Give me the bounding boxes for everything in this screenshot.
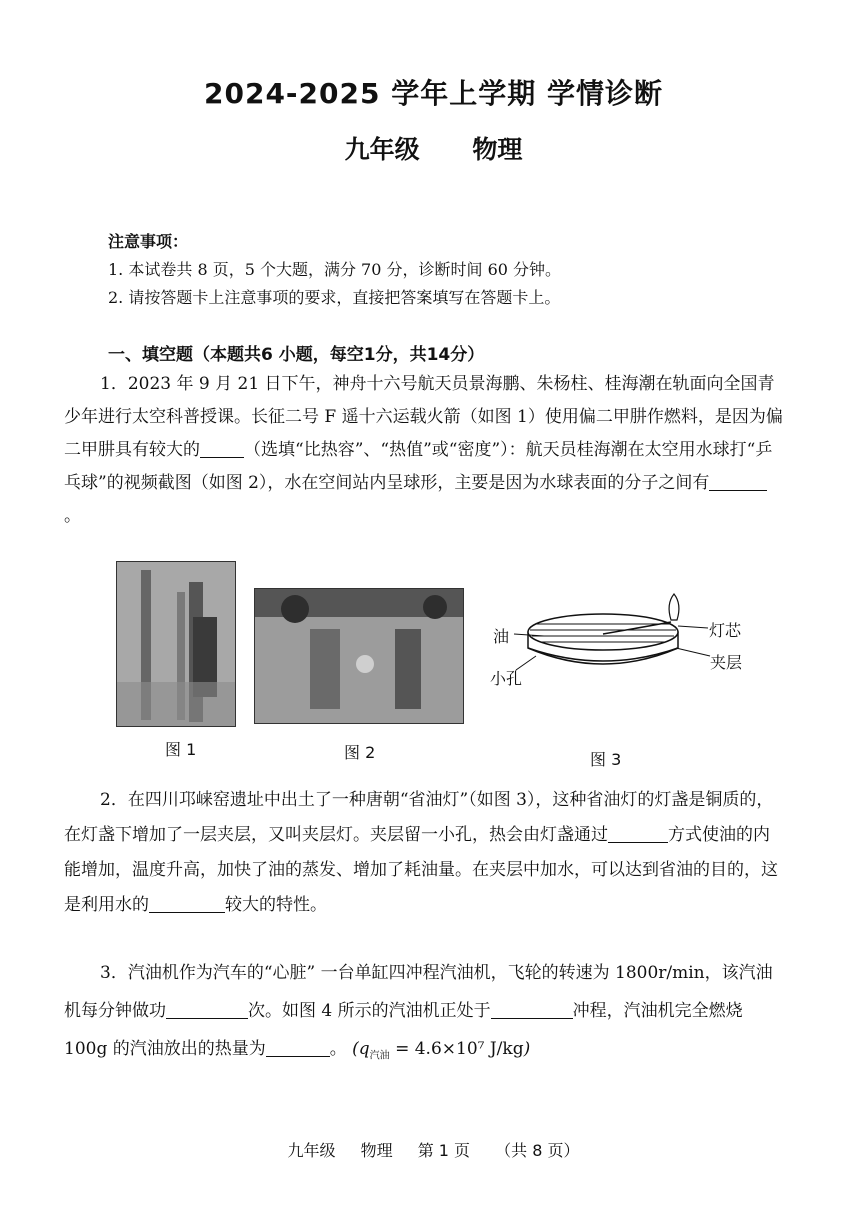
figure-2-caption: 图 2	[344, 743, 376, 762]
fuel-heat-value-formula: ($q_{汽油} = 4.6\times 10^7$ J/kg)	[352, 1039, 531, 1062]
exam-subtitle	[0, 130, 867, 166]
figure-3-caption: 图 3	[590, 750, 622, 769]
q3-text-1: 3．汽油机作为汽车的“心脏” 一台单缸四冲程汽油机，飞轮的转速为 1800r/min，该汽油机每分钟做功	[64, 963, 773, 1021]
notes-item-2: 2. 请按答题卡上注意事项的要求，直接把答案填写在答题卡上。	[108, 288, 561, 307]
footer-page-number: 第 1 页	[417, 1141, 471, 1160]
q3-blank-3[interactable]	[266, 1038, 330, 1057]
q3-text-4: 。	[329, 1039, 347, 1059]
footer-total-pages: （共 8 页）	[495, 1141, 580, 1160]
subject-label: 物理	[472, 135, 523, 164]
footer-subject: 物理	[360, 1141, 393, 1160]
q1-text-3: 。	[64, 506, 81, 526]
footer-grade: 九年级	[287, 1141, 336, 1160]
figure-2-space-station-photo	[254, 588, 464, 724]
q2-blank-1[interactable]	[608, 824, 668, 843]
label-hole: 小孔	[490, 669, 523, 688]
page-footer	[0, 1138, 867, 1161]
q3-text-3: 冲程，汽油机完全燃烧 100g 的汽油放出的热量为	[64, 1001, 743, 1059]
exam-title: 2024-2025 学年上学期 学情诊断	[204, 77, 663, 110]
q1-blank-1[interactable]	[200, 439, 244, 458]
figure-1-caption: 图 1	[165, 740, 197, 759]
label-wick: 灯芯	[709, 621, 742, 640]
label-layer: 夹层	[710, 653, 743, 672]
notes-heading: 注意事项：	[108, 232, 189, 251]
q3-blank-1[interactable]	[166, 1000, 248, 1019]
q3-text-2: 次。如图 4 所示的汽油机正处于	[248, 1001, 491, 1021]
q3-blank-2[interactable]	[491, 1000, 573, 1019]
q2-blank-2[interactable]	[149, 894, 225, 913]
label-oil: 油	[493, 627, 510, 646]
q2-text-1: 2．在四川邛崃窑遗址中出土了一种唐朝“省油灯”（如图 3），这种省油灯的灯盏是铜质的，在灯盏下增加了一层夹层，又叫夹层灯。夹层留一小孔，热会由灯盏通过	[64, 790, 774, 845]
q1-blank-2[interactable]	[709, 472, 767, 491]
q2-text-2: 方式使油的内能增加，温度升高，加快了油的蒸发、增加了耗油量。在夹层中加水，可以达到省油的目的，这是利用水的	[64, 825, 778, 915]
section-heading: 一、填空题（本题共6 小题，每空1分，共14分）	[108, 345, 485, 365]
q1-text-2: （选填“比热容”、“热值”或“密度”）：航天员桂海潮在太空用水球打“乒乓球”的视频截图（如图 2），水在空间站内呈球形，主要是因为水球表面的分子之间有	[64, 440, 773, 493]
question-1	[64, 368, 784, 533]
question-3	[64, 954, 784, 1075]
q2-text-3: 较大的特性。	[225, 895, 327, 915]
question-2	[64, 783, 784, 923]
q1-text-1: 1．2023 年 9 月 21 日下午，神舟十六号航天员景海鹏、朱杨柱、桂海潮在轨面向全国青少年进行太空科普授课。长征二号 F 遥十六运载火箭（如图 1）使用偏二甲肼作燃料，是因为偏二甲肼具有较大的	[64, 374, 783, 460]
figure-3-oil-lamp-diagram	[488, 590, 758, 700]
notes-block	[108, 228, 561, 312]
figure-1-rocket-photo	[116, 561, 236, 727]
notes-item-1: 1. 本试卷共 8 页，5 个大题，满分 70 分，诊断时间 60 分钟。	[108, 260, 562, 279]
grade-label: 九年级	[344, 135, 420, 164]
